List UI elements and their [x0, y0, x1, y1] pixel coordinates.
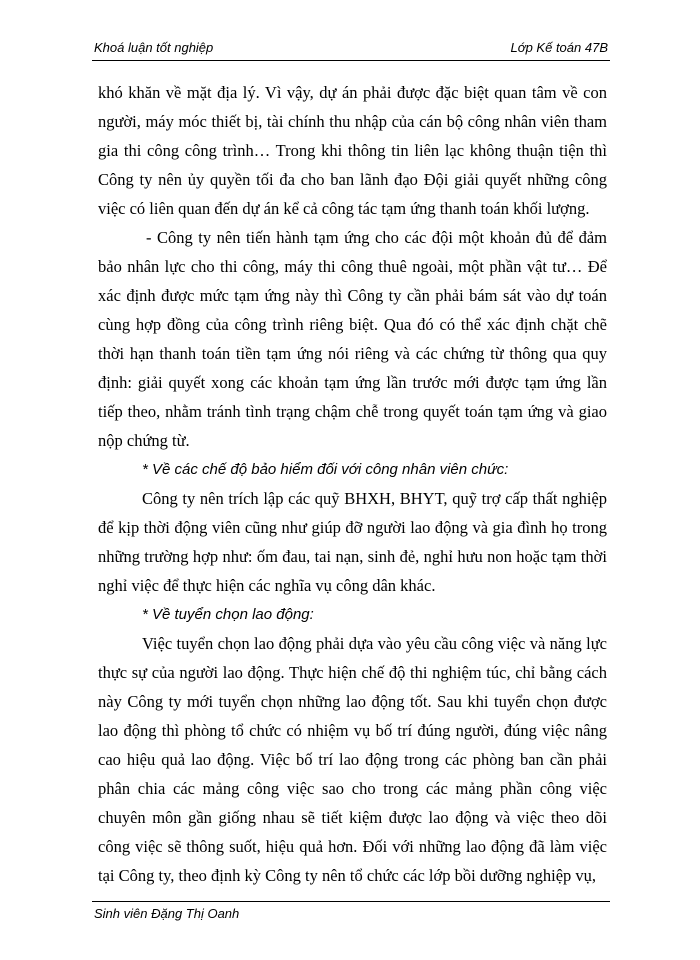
paragraph-1: khó khăn về mặt địa lý. Vì vậy, dự án phải được đặc biệt quan tâm về con người, máy móc thiết bị, tài chính thu nhập của cán bộ công nhân viên tham gia thi công công trình… Trong khi thông tin liên lạc không thuận tiện thì Công ty nên ủy quyền tối đa cho ban lãnh đạo Đội giải quyết những công việc có liên quan đến dự án kể cả công tác tạm ứng thanh toán khối lượng.	[98, 83, 607, 218]
page-header	[92, 38, 610, 61]
document-body	[98, 78, 607, 890]
footer-student-name: Sinh viên Đặng Thị Oanh	[94, 906, 240, 921]
header-right-class: Lớp Kế toán 47B	[510, 40, 608, 55]
header-left-title: Khoá luận tốt nghiệp	[94, 40, 214, 55]
page-footer	[92, 901, 610, 921]
paragraph-3: Công ty nên trích lập các quỹ BHXH, BHYT, quỹ trợ cấp thất nghiệp để kịp thời động viên cũng như giúp đỡ người lao động và gia đình họ trong những trường hợp như: ốm đau, tai nạn, sinh đẻ, nghỉ hưu non hoặc tạm thời nghỉ việc để thực hiện các nghĩa vụ công dân khác.	[98, 489, 607, 595]
section-heading-insurance: * Về các chế độ bảo hiểm đối với công nhân viên chức:	[142, 461, 509, 478]
paragraph-2: - Công ty nên tiến hành tạm ứng cho các đội một khoản đủ để đảm bảo nhân lực cho thi công, máy thi công thuê ngoài, một phần vật tư… Để xác định được mức tạm ứng này thì Công ty cần phải bám sát vào dự toán cùng hợp đồng của công trình riêng biệt. Qua đó có thể xác định chặt chẽ thời hạn thanh toán tiền tạm ứng nói riêng và các chứng từ thông qua quy định: giải quyết xong các khoản tạm ứng lần trước mới được tạm ứng lần tiếp theo, nhằm tránh tình trạng chậm chễ trong quyết toán tạm ứng và giao nộp chứng từ.	[98, 228, 607, 450]
paragraph-4: Việc tuyển chọn lao động phải dựa vào yêu cầu công việc và năng lực thực sự của người lao động. Thực hiện chế độ thi nghiệm túc, chỉ bằng cách này Công ty mới tuyển chọn những lao động tốt. Sau khi tuyển chọn được lao động thì phòng tổ chức có nhiệm vụ bố trí đúng người, đúng việc nâng cao hiệu quả lao động. Việc bố trí lao động trong các phòng ban cần phải phân chia các mảng công việc sao cho trong các mảng phần công việc chuyên môn gần giống nhau sẽ tiết kiệm được lao động và việc theo dõi công việc sẽ thông suốt, hiệu quả hơn. Đối với những lao động đã làm việc tại Công ty, theo định kỳ Công ty nên tổ chức các lớp bồi dưỡng nghiệp vụ,	[98, 634, 607, 885]
section-heading-recruitment: * Về tuyển chọn lao động:	[142, 606, 314, 623]
